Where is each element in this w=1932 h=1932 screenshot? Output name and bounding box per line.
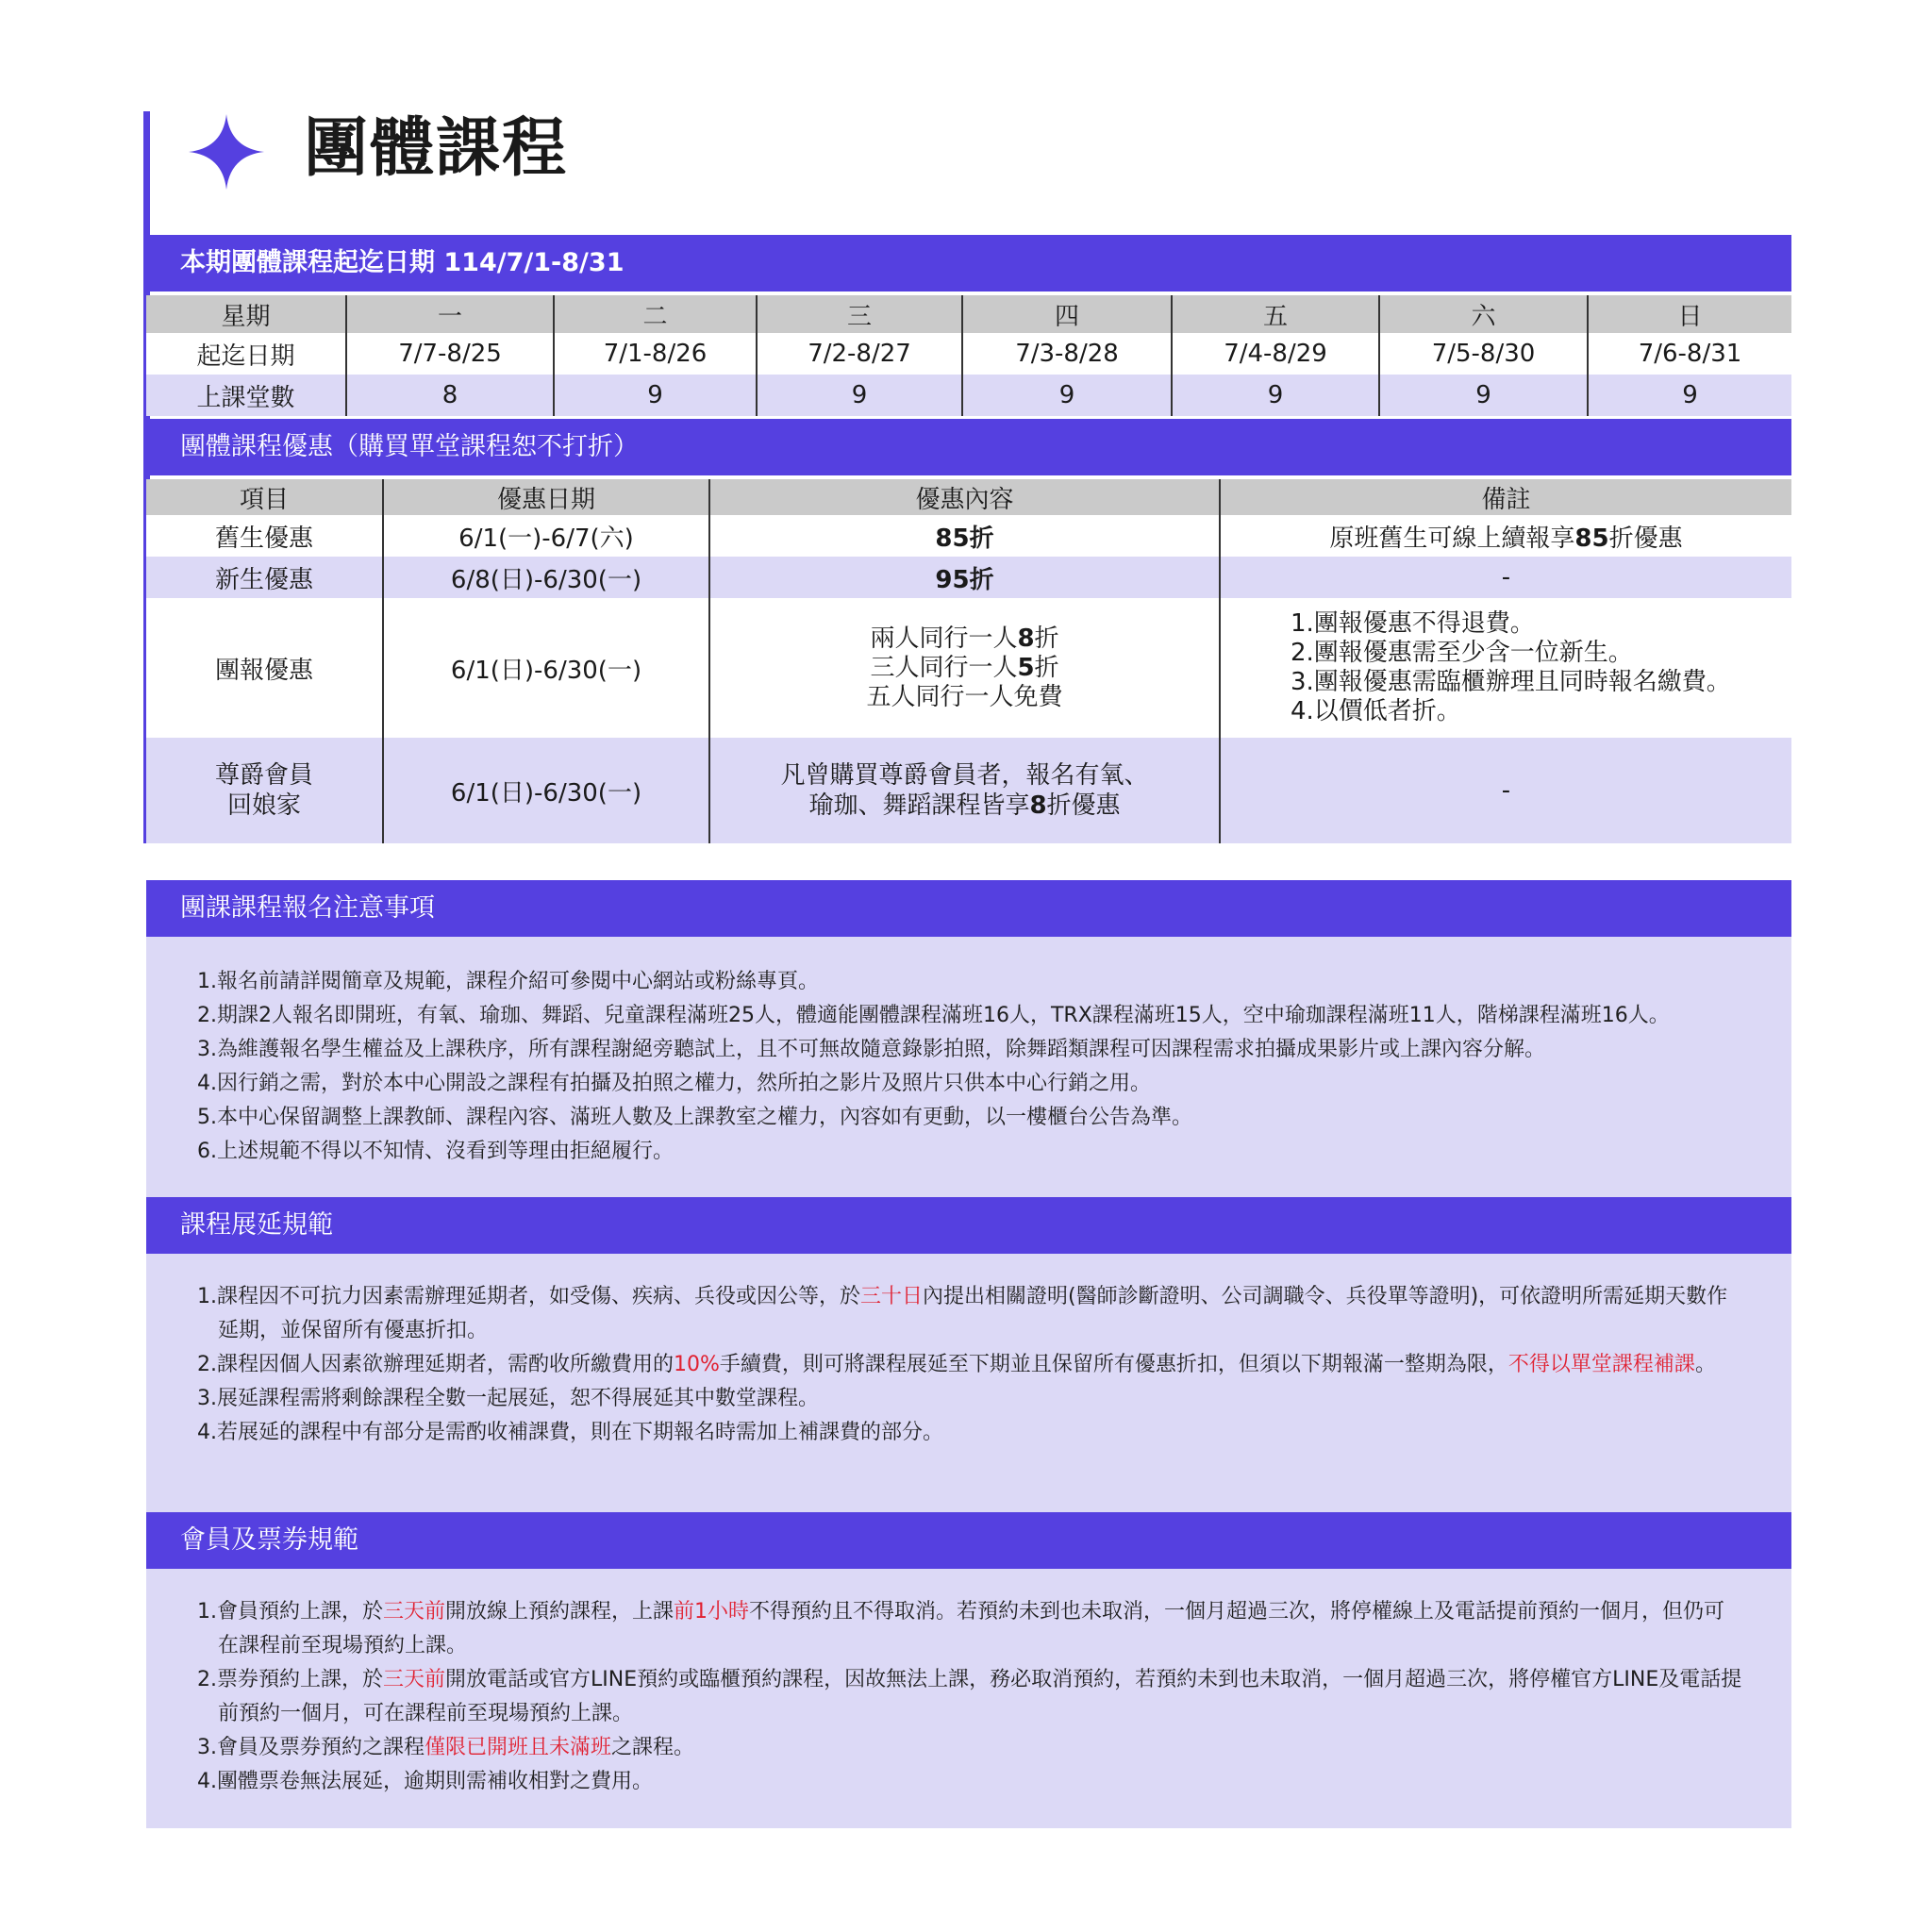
discount-row-new	[146, 557, 1791, 598]
discount-date: 6/8(日)-6/30(一)	[383, 557, 709, 598]
list-item: 5.本中心保留調整上課教師、課程內容、滿班人數及上課教室之權力，內容如有更動，以一樓櫃台公告為準。	[197, 1106, 1192, 1129]
discount-note: -	[1220, 557, 1791, 598]
dates-cell: 7/2-8/27	[757, 333, 962, 375]
sessions-cell: 8	[346, 375, 554, 416]
discount-item: 舊生優惠	[146, 515, 383, 557]
weekday-cell: 二	[554, 295, 757, 333]
discount-item: 新生優惠	[146, 557, 383, 598]
extension-panel	[146, 1254, 1791, 1512]
weekday-cell: 日	[1588, 295, 1791, 333]
weekday-cell: 五	[1172, 295, 1379, 333]
discount-row-group	[146, 598, 1791, 738]
dates-cell: 7/4-8/29	[1172, 333, 1379, 375]
extension-list	[197, 1280, 1744, 1450]
dates-cell: 7/7-8/25	[346, 333, 554, 375]
dates-cell: 7/6-8/31	[1588, 333, 1791, 375]
column-header: 備註	[1220, 479, 1791, 515]
membership-panel	[146, 1569, 1791, 1828]
membership-header: 會員及票券規範	[146, 1512, 1791, 1569]
dates-cell: 7/1-8/26	[554, 333, 757, 375]
discount-item: 尊爵會員 回娘家	[146, 738, 383, 843]
sessions-cell: 9	[962, 375, 1172, 416]
column-header: 優惠日期	[383, 479, 709, 515]
weekday-cell: 一	[346, 295, 554, 333]
row-label: 上課堂數	[146, 375, 346, 416]
schedule-weekday-row	[146, 295, 1791, 333]
discount-table	[146, 479, 1791, 843]
list-item: 4.若展延的課程中有部分是需酌收補課費，則在下期報名時需加上補課費的部分。	[197, 1421, 943, 1444]
sessions-cell: 9	[1379, 375, 1588, 416]
sessions-cell: 9	[554, 375, 757, 416]
discount-date: 6/1(日)-6/30(一)	[383, 598, 709, 738]
discount-date: 6/1(一)-6/7(六)	[383, 515, 709, 557]
discount-row-returning	[146, 515, 1791, 557]
list-item: 3.會員及票券預約之課程僅限已開班且未滿班之課程。	[197, 1736, 695, 1759]
sessions-cell: 9	[1172, 375, 1379, 416]
dates-cell: 7/3-8/28	[962, 333, 1172, 375]
dates-cell: 7/5-8/30	[1379, 333, 1588, 375]
registration-list	[197, 965, 1744, 1169]
schedule-header: 本期團體課程起迄日期 114/7/1-8/31	[146, 235, 1791, 291]
list-item: 2.期課2人報名即開班，有氧、瑜珈、舞蹈、兒童課程滿班25人，體適能團體課程滿班16人，TRX課程滿班15人，空中瑜珈課程滿班11人，階梯課程滿班16人。	[197, 1004, 1670, 1027]
discount-content: 95折	[709, 557, 1220, 598]
list-item: 4.團體票卷無法展延，逾期則需補收相對之費用。	[197, 1770, 653, 1793]
schedule-dates-row	[146, 333, 1791, 375]
discount-date: 6/1(日)-6/30(一)	[383, 738, 709, 843]
discount-content: 85折	[709, 515, 1220, 557]
page-title: 團體課程	[304, 111, 569, 186]
sessions-cell: 9	[757, 375, 962, 416]
row-label: 起迄日期	[146, 333, 346, 375]
column-header: 項目	[146, 479, 383, 515]
list-item: 3.展延課程需將剩餘課程全數一起展延，恕不得展延其中數堂課程。	[197, 1387, 819, 1410]
row-label: 星期	[146, 295, 346, 333]
schedule-table	[146, 295, 1791, 416]
registration-header: 團課課程報名注意事項	[146, 880, 1791, 937]
sessions-cell: 9	[1588, 375, 1791, 416]
weekday-cell: 六	[1379, 295, 1588, 333]
diamond-icon	[189, 114, 264, 190]
membership-list	[197, 1595, 1744, 1799]
list-item: 2.課程因個人因素欲辦理延期者，需酌收所繳費用的10%手續費，則可將課程展延至下期並且保留所有優惠折扣，但須以下期報滿一整期為限，不得以單堂課程補課。	[197, 1353, 1716, 1376]
discount-header: 團體課程優惠（購買單堂課程恕不打折）	[146, 419, 1791, 475]
list-item: 4.因行銷之需，對於本中心開設之課程有拍攝及拍照之權力，然所拍之影片及照片只供本中心行銷之用。	[197, 1072, 1151, 1095]
list-item: 1.報名前請詳閱簡章及規範，課程介紹可參閱中心網站或粉絲專頁。	[197, 970, 819, 993]
discount-content: 凡曾購買尊爵會員者，報名有氧、 瑜珈、舞蹈課程皆享8折優惠	[709, 738, 1220, 843]
discount-notes: 1.團報優惠不得退費。 2.團報優惠需至少含一位新生。 3.團報優惠需臨櫃辦理且同時報名繳費。 4.以價低者折。	[1220, 598, 1791, 738]
weekday-cell: 三	[757, 295, 962, 333]
extension-header: 課程展延規範	[146, 1197, 1791, 1254]
discount-header-row	[146, 479, 1791, 515]
list-item: 1.課程因不可抗力因素需辦理延期者，如受傷、疾病、兵役或因公等，於三十日內提出相關證明(醫師診斷證明、公司調職令、兵役單等證明)，可依證明所需延期天數作延期，並保留所有優惠折扣。	[197, 1285, 1728, 1342]
registration-panel	[146, 937, 1791, 1197]
discount-item: 團報優惠	[146, 598, 383, 738]
discount-note: 原班舊生可線上續報享85折優惠	[1220, 515, 1791, 557]
list-item: 6.上述規範不得以不知情、沒看到等理由拒絕履行。	[197, 1140, 674, 1163]
discount-content: 兩人同行一人8折 三人同行一人5折 五人同行一人免費	[709, 598, 1220, 738]
column-header: 優惠內容	[709, 479, 1220, 515]
schedule-sessions-row	[146, 375, 1791, 416]
list-item: 1.會員預約上課，於三天前開放線上預約課程，上課前1小時不得預約且不得取消。若預約未到也未取消，一個月超過三次，將停權線上及電話提前預約一個月，但仍可在課程前至現場預約上課。	[197, 1600, 1725, 1657]
discount-row-vip	[146, 738, 1791, 843]
list-item: 3.為維護報名學生權益及上課秩序，所有課程謝絕旁聽試上，且不可無故隨意錄影拍照，除舞蹈類課程可因課程需求拍攝成果影片或上課內容分解。	[197, 1038, 1545, 1061]
weekday-cell: 四	[962, 295, 1172, 333]
discount-note: -	[1220, 738, 1791, 843]
list-item: 2.票券預約上課，於三天前開放電話或官方LINE預約或臨櫃預約課程，因故無法上課，務必取消預約，若預約未到也未取消，一個月超過三次，將停權官方LINE及電話提前預約一個月，可在課程前至現場預約上課。	[197, 1668, 1742, 1725]
